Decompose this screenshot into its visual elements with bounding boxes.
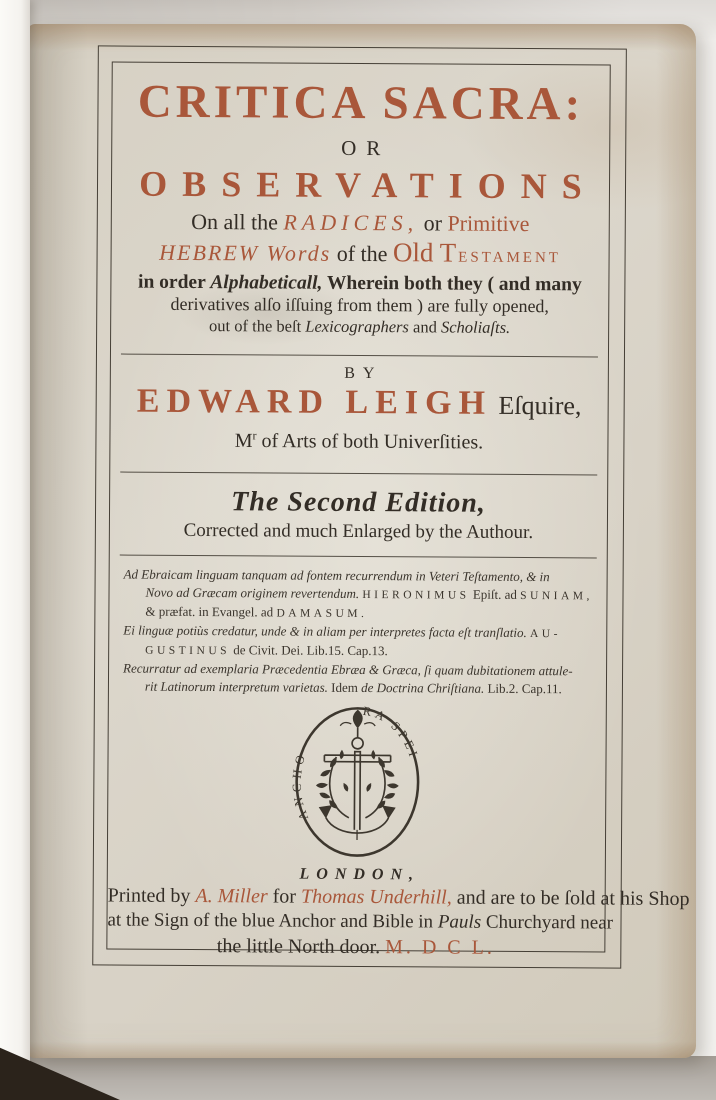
subtitle-primitive: Primitive	[447, 210, 530, 237]
byline-by: BY	[344, 364, 383, 382]
subtitle-hebrew: HEBREW Words	[159, 239, 332, 266]
imprint-text: Printed by	[107, 884, 196, 908]
latin-citation: de Civit. Dei. Lib.15. Cap.13.	[230, 642, 388, 659]
imprint-pauls: Pauls	[437, 911, 482, 933]
title-or: OR	[341, 135, 391, 161]
page-title: CRITICA SACRA:	[137, 75, 585, 131]
author-line	[111, 382, 608, 425]
subtitle-text: out of the beſt	[209, 315, 306, 336]
author-suffix: Eſquire,	[491, 390, 582, 420]
latin-citation: Lib.2. Cap.11.	[487, 680, 562, 697]
latin-suniam: SUNIAM,	[520, 590, 593, 603]
subtitle-radices: RADICES,	[283, 209, 419, 236]
subtitle-line-1	[112, 206, 609, 238]
book-fore-edge	[0, 0, 30, 1100]
latin-augustinus-end: GUSTINUS	[145, 644, 231, 658]
degree-rest: of Arts of both Univerſities.	[256, 429, 484, 453]
title-page	[28, 24, 696, 1058]
imprint-date: M. D C L.	[385, 936, 495, 959]
author-name: EDWARD LEIGH	[136, 382, 493, 422]
latin-line-6: Recurratur ad exemplaria Præcedentia Ebræa & Græca, ſi quam dubitationem attule-	[123, 660, 573, 679]
imprint-line-2	[107, 884, 690, 912]
subtitle-lexicographers: Lexicographers	[305, 316, 409, 336]
latin-doctrina: de Doctrina Chriſtiana.	[361, 680, 488, 696]
imprint-text: and are to be ſold at his Shop	[451, 886, 690, 911]
printed-area	[22, 22, 696, 1060]
border-frame-outer	[92, 45, 690, 968]
degree-m: M	[234, 429, 253, 452]
subtitle-old-testament: Old T	[392, 237, 457, 268]
border-frame-inner	[106, 61, 690, 959]
imprint-bookseller: Thomas Underhill,	[300, 885, 452, 909]
latin-quotations	[109, 566, 607, 699]
latin-text: Epiſt. ad	[469, 586, 521, 603]
degree-superscript: r	[252, 427, 257, 442]
latin-line-1: Ad Ebraicam linguam tanquam ad fontem recurrendum in Veteri Teſtamento, & in	[123, 566, 550, 585]
latin-text: rit Latinorum interpretum varietas.	[144, 678, 332, 695]
imprint-text: Churchyard near	[481, 911, 614, 934]
divider-rule-3	[120, 555, 597, 559]
subtitle-text: in order	[138, 271, 211, 294]
latin-idem: Idem	[331, 679, 362, 696]
subtitle-line-4: derivatives alſo iſſuing from them ) are fully opened,	[170, 293, 550, 317]
subtitle-text: or	[418, 210, 448, 236]
imprint-text: the little North door.	[216, 935, 386, 959]
imprint-city: LONDON,	[299, 865, 421, 884]
subtitle-line-2	[111, 235, 608, 273]
title-observations: OBSERVATIONS	[139, 163, 597, 207]
imprint-text: at the Sign of the blue Anchor and Bible in	[107, 909, 438, 933]
title-page-content	[107, 62, 690, 959]
latin-text: Novo ad Græcam originem revertendum.	[145, 584, 363, 602]
subtitle-line-5	[111, 315, 608, 338]
latin-text: & præfat. in Evangel. ad	[145, 603, 277, 620]
subtitle-alphabeticall: Alphabeticall,	[210, 272, 323, 294]
subtitle-text: and	[408, 316, 442, 336]
imprint-text: for	[267, 885, 302, 908]
imprint-line-4	[107, 933, 604, 962]
subtitle-text: Wherein both they ( and many	[322, 272, 582, 296]
subtitle-scholiasts: Scholiaſts.	[440, 316, 511, 337]
edition-corrected: Corrected and much Enlarged by the Authour.	[183, 520, 534, 544]
latin-damasum: DAMASUM.	[276, 607, 368, 621]
edition-statement: The Second Edition,	[231, 486, 487, 519]
subtitle-line-3	[111, 270, 608, 296]
author-degree	[110, 422, 607, 455]
imprint-printer: A. Miller	[195, 885, 268, 908]
subtitle-text: On all the	[191, 208, 284, 235]
table-surface	[0, 1056, 716, 1100]
motto-right: RA SPEI	[361, 703, 421, 762]
divider-rule-2	[120, 472, 597, 476]
motto-left: ANCHO	[289, 749, 311, 823]
latin-augustinus-start: AU-	[529, 628, 561, 641]
latin-line-7	[123, 678, 606, 699]
latin-text: Ei linguæ potiùs credatur, unde & in aliam per interpretes facta eſt tranſlatio.	[123, 622, 531, 641]
imprint-line-3	[107, 909, 614, 936]
divider-rule-1	[121, 353, 598, 357]
subtitle-text: of the	[331, 240, 394, 267]
printers-device-emblem	[287, 703, 426, 862]
subtitle-testament-smallcaps: ESTAMENT	[458, 249, 562, 267]
latin-hieronimus: HIERONIMUS	[362, 589, 470, 602]
